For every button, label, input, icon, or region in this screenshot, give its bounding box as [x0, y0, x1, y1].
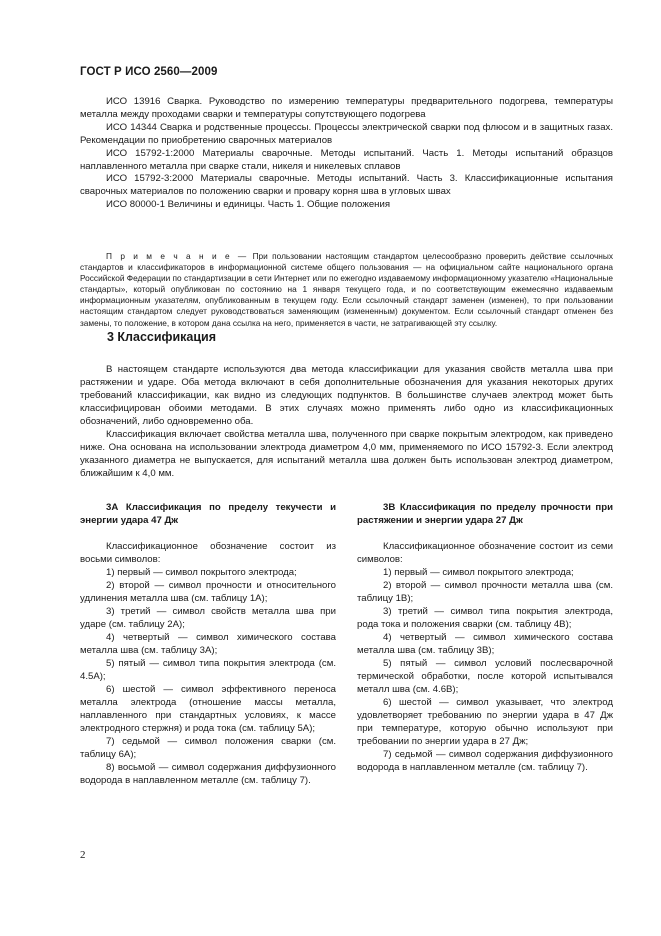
note-text: При пользовании настоящим стандартом целесообразно проверить действие ссылочных стандартов и классификаторов в информационной системе общего пользования — на официальном сайте национального органа Российской Федерации по стандартизации в сети Интернет или по ежегодно издаваемому информационному указателю «Национальные стандарты», который опубликован по состоянию на 1 января текущего года, и по соответствующим ежемесячно издаваемым информационным указателям, опубликованным в текущем году. Если ссылочный стандарт заменен (изменен), то при пользовании настоящим стандартом следует руководствоваться заменяющим (измененным) документом. Если ссылочный стандарт отменен без замены, то положение, в котором дана ссылка на него, применяется в части, не затрагивающей эту ссылку.	[80, 251, 613, 328]
list-item: 3) третий — символ типа покрытия электрода, рода тока и положения сварки (см. таблицу 4В);	[357, 606, 613, 630]
list-item: 2) второй — символ прочности и относительного удлинения металла шва (см. таблицу 1А);	[80, 580, 336, 604]
column-3b-heading: 3В Классификация по пределу прочности при растяжении и энергии удара 27 Дж	[357, 502, 613, 526]
list-item: 2) второй — символ прочности металла шва (см. таблицу 1В);	[357, 580, 613, 604]
note-label: П р и м е ч а н и е —	[106, 251, 249, 261]
reference-item: ИСО 14344 Сварка и родственные процессы. Процессы электрической сварки под флюсом и в защитных газах. Рекомендации по приобретению сварочных материалов	[80, 121, 613, 146]
list-item: 5) пятый — символ условий послесварочной термической обработки, после которой испытывался металл шва (см. 4.6В);	[357, 658, 613, 695]
list-item: 6) шестой — символ эффективного переноса металла электрода (отношение массы металла, наплавленного при стандартных условиях, к массе электродного стержня) и рода тока (см. таблицу 5А);	[80, 684, 336, 734]
section-title: 3 Классификация	[107, 330, 217, 344]
column-3b-lead: Классификационное обозначение состоит из семи символов:	[357, 541, 613, 565]
list-item: 8) восьмой — символ содержания диффузионного водорода в наплавленном металле (см. таблицу 7).	[80, 762, 336, 786]
normative-references	[80, 96, 613, 212]
section-intro	[80, 363, 613, 480]
column-3a	[80, 501, 336, 787]
intro-paragraph: Классификация включает свойства металла шва, полученного при сварке покрытым электродом, как приведено ниже. Она основана на использовании электрода диаметром 4,0 мм, применяемого по ИСО 15792-3. Если электрод указанного диаметра не выпускается, для испытаний металла шва должен быть использован электрод диаметром, ближайшим к 4,0 мм.	[80, 429, 613, 479]
reference-item: ИСО 15792-3:2000 Материалы сварочные. Методы испытаний. Часть 3. Классификационные испытания сварочных материалов по положению сварки и провару корня шва в угловых швах	[80, 173, 613, 198]
list-item: 4) четвертый — символ химического состава металла шва (см. таблицу 3А);	[80, 632, 336, 656]
reference-item: ИСО 15792-1:2000 Материалы сварочные. Методы испытаний. Часть 1. Методы испытаний образцов наплавленного металла при сварке стали, никеля и никелевых сплавов	[80, 147, 613, 172]
list-item: 1) первый — символ покрытого электрода;	[383, 567, 574, 578]
intro-paragraph: В настоящем стандарте используются два метода классификации для указания свойств металла шва при растяжении и ударе. Оба метода включают в себя дополнительные обозначения для указания некоторых других требований классификации, как видно из следующих подпунктов. В большинстве случаев электрод может быть классифицирован обоими методами. В этих случаях можно применять либо одно из классификационных обозначений, либо одновременно оба.	[80, 364, 613, 427]
list-item: 4) четвертый — символ химического состава металла шва (см. таблицу 3В);	[357, 632, 613, 656]
page-number: 2	[80, 849, 86, 861]
document-header: ГОСТ Р ИСО 2560—2009	[80, 66, 218, 78]
list-item: 7) седьмой — символ положения сварки (см. таблицу 6А);	[80, 736, 336, 760]
list-item: 6) шестой — символ указывает, что электрод удовлетворяет требованию по энергии удара в 47 Дж при температуре, которую обычно используют при требовании по энергии удара в 27 Дж;	[357, 697, 613, 747]
reference-item: ИСО 13916 Сварка. Руководство по измерению температуры предварительного подогрева, температуры металла между проходами сварки и температуры сопутствующего подогрева	[80, 96, 613, 120]
list-item: 1) первый — символ покрытого электрода;	[106, 567, 297, 578]
list-item: 5) пятый — символ типа покрытия электрода (см. 4.5А);	[80, 658, 336, 682]
column-3a-heading: 3А Классификация по пределу текучести и энергии удара 47 Дж	[80, 502, 336, 526]
list-item: 3) третий — символ свойств металла шва при ударе (см. таблицу 2А);	[80, 606, 336, 630]
list-item: 7) седьмой — символ содержания диффузионного водорода в наплавленном металле (см. таблицу 7).	[357, 749, 613, 773]
column-3b	[357, 501, 613, 774]
note-block	[80, 251, 613, 329]
column-3a-lead: Классификационное обозначение состоит из восьми символов:	[80, 541, 336, 565]
reference-item: ИСО 80000-1 Величины и единицы. Часть 1. Общие положения	[106, 199, 391, 211]
